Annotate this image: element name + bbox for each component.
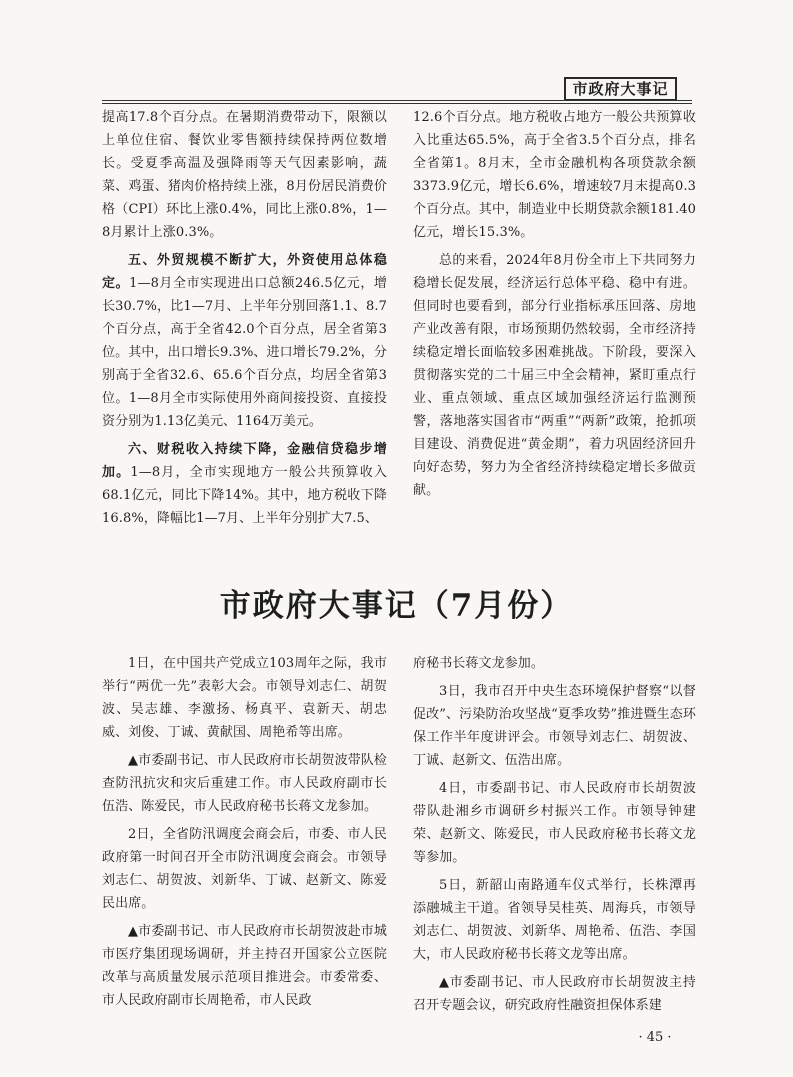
paragraph: 提高17.8个百分点。在暑期消费带动下，限额以上单位住宿、餐饮业零售额持续保持两位数增长。受夏季高温及强降雨等天气因素影响，蔬菜、鸡蛋、猪肉价格持续上涨，8月份居民消费价格（CPI）环比上涨0.4%，同比上涨0.8%，1—8月累计上涨0.3%。 xyxy=(102,110,387,240)
article-right-column xyxy=(413,652,696,1017)
section-heading: 五、外贸规模不断扩大，外资使用总体稳定。 xyxy=(102,253,387,291)
paragraph: 1日，在中国共产党成立103周年之际，我市举行“两优一先”表彰大会。市领导刘志仁、胡贺波、吴志雄、李激扬、杨真平、袁新天、胡忠威、刘俊、丁诚、黄献国、周艳希等出席。 xyxy=(102,656,387,740)
top-right-column xyxy=(413,106,696,502)
header-rule-secondary xyxy=(102,103,692,104)
page-number: · 45 · xyxy=(638,1030,672,1045)
article-left-column xyxy=(102,652,387,1012)
paragraph: ▲市委副书记、市人民政府市长胡贺波主持召开专题会议，研究政府性融资担保体系建 xyxy=(413,975,696,1013)
paragraph: 5日，新韶山南路通车仪式举行，长株潭再添融城主干道。省领导吴桂英、周海兵，市领导刘志仁、胡贺波、刘新华、周艳希、伍浩、李国大，市人民政府秘书长蒋文龙等出席。 xyxy=(413,878,696,962)
article-title: 市政府大事记（7月份） xyxy=(219,588,574,624)
paragraph: ▲市委副书记、市人民政府市长胡贺波带队检查防汛抗灾和灾后重建工作。市人民政府副市长伍浩、陈爱民，市人民政府秘书长蒋文龙参加。 xyxy=(102,753,387,814)
paragraph xyxy=(102,249,387,433)
section-tag: 市政府大事记 xyxy=(564,77,677,101)
paragraph: 4日，市委副书记、市人民政府市长胡贺波带队赴湘乡市调研乡村振兴工作。市领导钟建荣、赵新文、陈爱民，市人民政府秘书长蒋文龙等参加。 xyxy=(413,781,696,865)
paragraph: ▲市委副书记、市人民政府市长胡贺波赴市城市医疗集团现场调研，并主持召开国家公立医院改革与高质量发展示范项目推进会。市委常委、市人民政府副市长周艳希，市人民政 xyxy=(102,924,387,1008)
paragraph: 3日，我市召开中央生态环境保护督察“以督促改”、污染防治攻坚战“夏季攻势”推进暨生态环保工作半年度讲评会。市领导刘志仁、胡贺波、丁诚、赵新文、伍浩出席。 xyxy=(413,684,696,768)
paragraph xyxy=(102,438,387,530)
section-body: 1—8月全市实现进出口总额246.5亿元，增长30.7%，比1—7月、上半年分别回落1.1、8.7个百分点，高于全省42.0个百分点，居全省第3位。其中，出口增长9.3%、进口增长79.2%，分别高于全省32.6、65.6个百分点，均居全省第3位。1—8月全市实际使用外商间接投资、直接投资分别为1.13亿美元、1164万美元。 xyxy=(102,276,387,429)
section-body: 1—8月，全市实现地方一般公共预算收入68.1亿元，同比下降14%。其中，地方税收下降16.8%，降幅比1—7月、上半年分别扩大7.5、 xyxy=(102,465,387,526)
header-rule xyxy=(102,100,692,101)
paragraph: 总的来看，2024年8月份全市上下共同努力稳增长促发展，经济运行总体平稳、稳中有进。但同时也要看到，部分行业指标承压回落、房地产业改善有限，市场预期仍然较弱，全市经济持续稳定增长面临较多困难挑战。下阶段，要深入贯彻落实党的二十届三中全会精神，紧盯重点行业、重点领域、重点区域加强经济运行监测预警，落地落实国省市“两重”“两新”政策，抢抓项目建设、消费促进“黄金期”，着力巩固经济回升向好态势，努力为全省经济持续稳定增长多做贡献。 xyxy=(413,253,696,498)
paragraph: 12.6个百分点。地方税收占地方一般公共预算收入比重达65.5%，高于全省3.5个百分点，排名全省第1。8月末，全市金融机构各项贷款余额3373.9亿元，增长6.6%，增速较7月末提高0.3个百分点。其中，制造业中长期贷款余额181.40亿元，增长15.3%。 xyxy=(413,110,696,240)
paragraph: 2日，全省防汛调度会商会后，市委、市人民政府第一时间召开全市防汛调度会商会。市领导刘志仁、胡贺波、刘新华、丁诚、赵新文、陈爱民出席。 xyxy=(102,827,387,911)
paragraph: 府秘书长蒋文龙参加。 xyxy=(413,656,545,671)
top-left-column xyxy=(102,106,387,530)
section-heading: 六、财税收入持续下降，金融信贷稳步增加。 xyxy=(102,442,387,480)
